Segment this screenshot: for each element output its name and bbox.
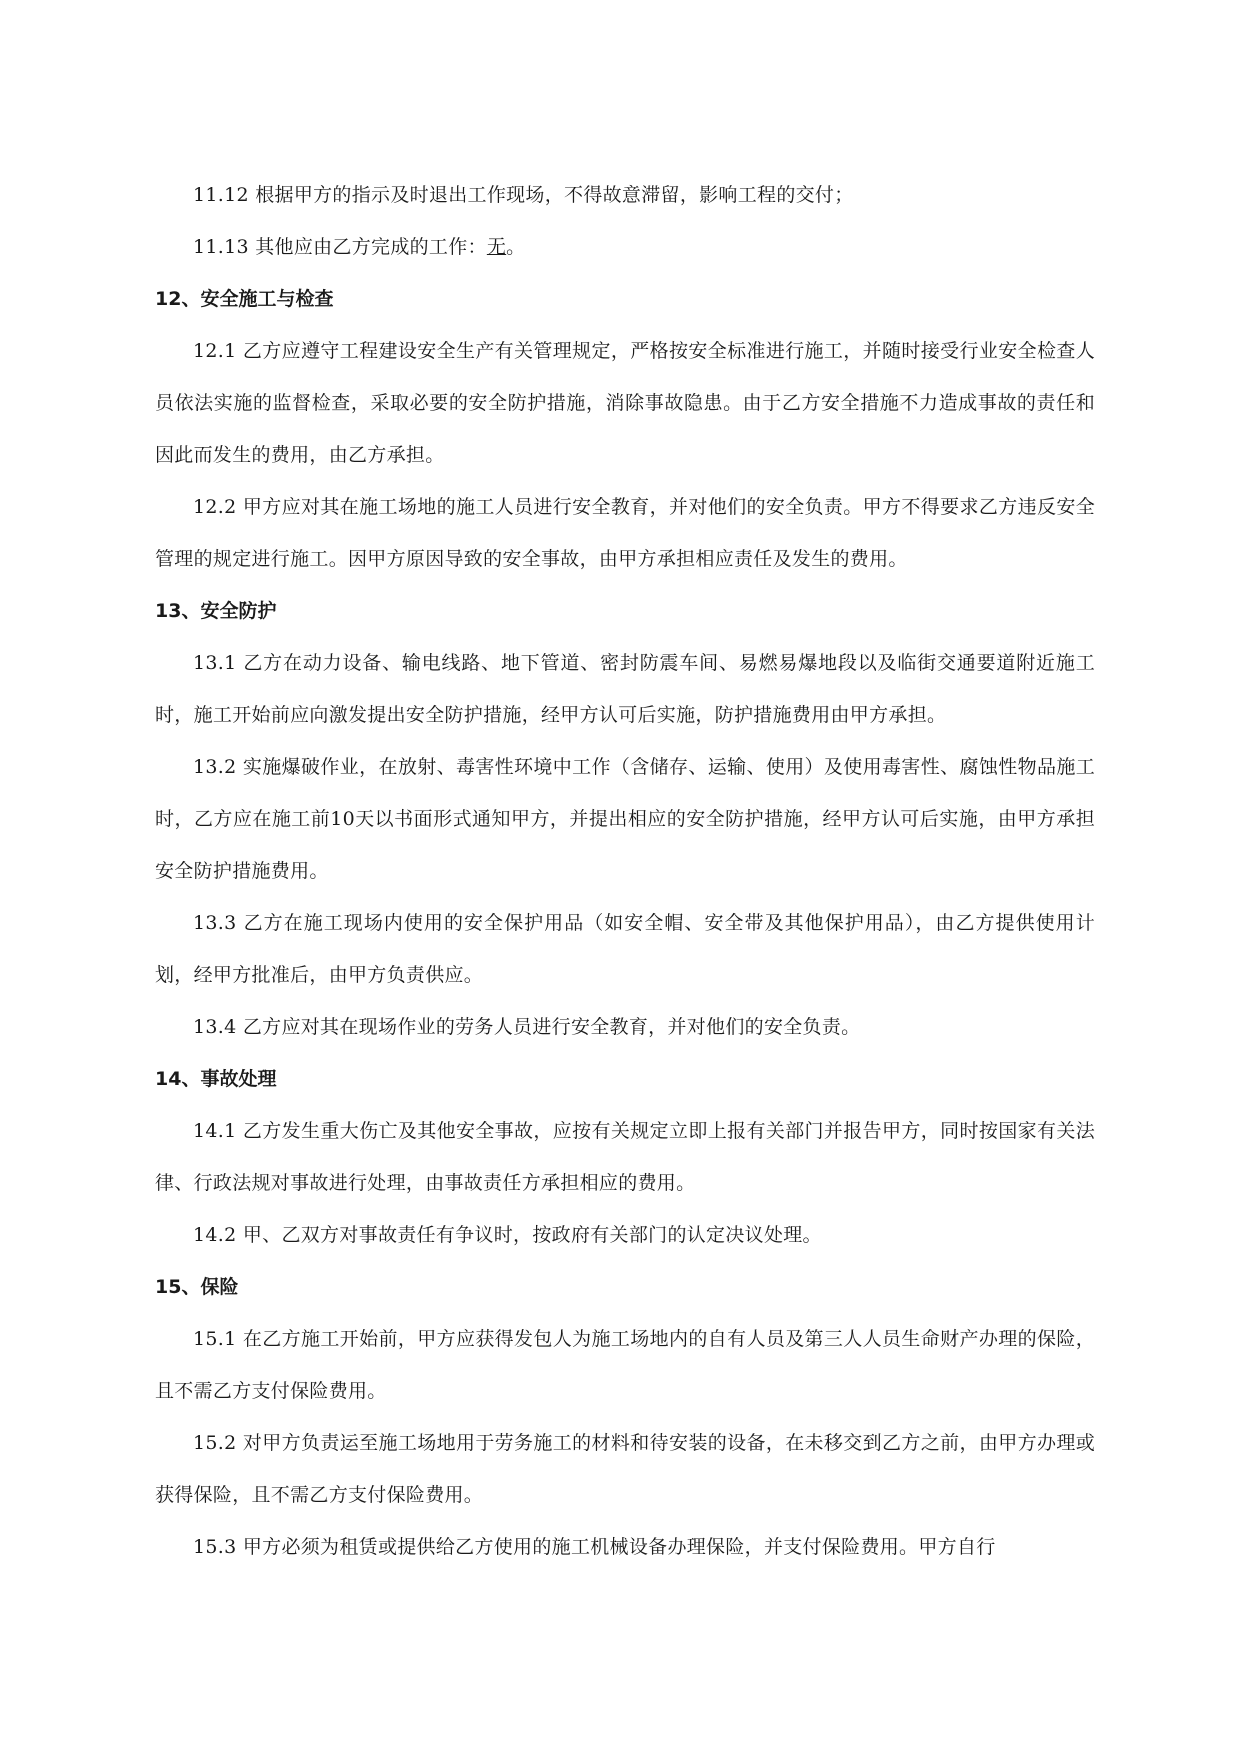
clause-12-1: 12.1 乙方应遵守工程建设安全生产有关管理规定，严格按安全标准进行施工，并随时接受行业安全检查人员依法实施的监督检查，采取必要的安全防护措施，消除事故隐患。由于乙方安全措施不力造成事故的责任和因此而发生的费用，由乙方承担。 [155,340,1095,466]
clause-13-4: 13.4 乙方应对其在现场作业的劳务人员进行安全教育，并对他们的安全负责。 [193,1016,861,1038]
section-heading-13: 13、安全防护 [155,600,277,622]
clause-13-2: 13.2 实施爆破作业，在放射、毒害性环境中工作（含储存、运输、使用）及使用毒害性、腐蚀性物品施工时，乙方应在施工前10天以书面形式通知甲方，并提出相应的安全防护措施，经甲方认可后实施，由甲方承担安全防护措施费用。 [155,756,1095,882]
underlined-answer: 无 [486,236,507,258]
clause-14-2: 14.2 甲、乙双方对事故责任有争议时，按政府有关部门的认定决议处理。 [193,1224,822,1246]
clause-text: 11.13 其他应由乙方完成的工作： [193,236,487,258]
clause-12-2: 12.2 甲方应对其在施工场地的施工人员进行安全教育，并对他们的安全负责。甲方不得要求乙方违反安全管理的规定进行施工。因甲方原因导致的安全事故，由甲方承担相应责任及发生的费用。 [155,496,1095,570]
clause-13-3: 13.3 乙方在施工现场内使用的安全保护用品（如安全帽、安全带及其他保护用品），由乙方提供使用计划，经甲方批准后，由甲方负责供应。 [155,912,1095,986]
section-heading-15: 15、保险 [155,1276,239,1298]
section-heading-14: 14、事故处理 [155,1068,277,1090]
clause-suffix: 。 [506,236,526,258]
clause-15-1: 15.1 在乙方施工开始前，甲方应获得发包人为施工场地内的自有人员及第三人人员生命财产办理的保险，且不需乙方支付保险费用。 [155,1328,1095,1402]
clause-14-1: 14.1 乙方发生重大伤亡及其他安全事故，应按有关规定立即上报有关部门并报告甲方，同时按国家有关法律、行政法规对事故进行处理，由事故责任方承担相应的费用。 [155,1120,1095,1194]
clause-15-3: 15.3 甲方必须为租赁或提供给乙方使用的施工机械设备办理保险，并支付保险费用。甲方自行 [193,1536,996,1558]
document-page [155,169,1095,1573]
section-heading-12: 12、安全施工与检查 [155,288,334,310]
clause-13-1: 13.1 乙方在动力设备、输电线路、地下管道、密封防震车间、易燃易爆地段以及临街交通要道附近施工时，施工开始前应向激发提出安全防护措施，经甲方认可后实施，防护措施费用由甲方承担。 [155,652,1095,726]
clause-15-2: 15.2 对甲方负责运至施工场地用于劳务施工的材料和待安装的设备，在未移交到乙方之前，由甲方办理或获得保险，且不需乙方支付保险费用。 [155,1432,1095,1506]
clause-11-12: 11.12 根据甲方的指示及时退出工作现场，不得故意滞留，影响工程的交付； [193,184,854,206]
clause-11-13 [155,221,1095,273]
